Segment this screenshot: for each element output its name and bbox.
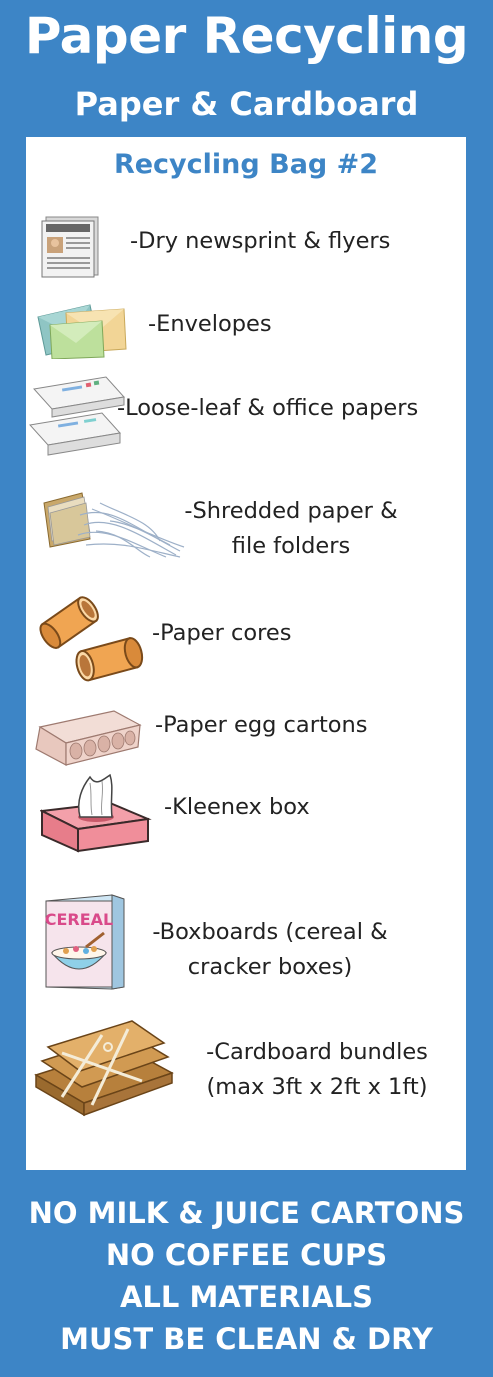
item-text-kleenex (164, 790, 310, 825)
item-text-office-papers (117, 391, 418, 426)
item-line: -Kleenex box (164, 794, 310, 820)
item-line: -Paper cores (152, 620, 292, 646)
office-papers-icon (28, 375, 126, 465)
cereal-box-icon (42, 893, 128, 995)
page-title: Paper Recycling (24, 7, 469, 65)
item-line: -Boxboards (cereal & (152, 919, 388, 945)
paper-cores-icon (38, 592, 150, 692)
cereal-box-label: CEREAL (44, 910, 114, 929)
item-line: (max 3ft x 2ft x 1ft) (206, 1074, 428, 1100)
item-line: -Cardboard bundles (206, 1039, 428, 1065)
item-line: -Envelopes (148, 311, 272, 337)
newspaper-icon (40, 213, 102, 283)
item-text-shredded (166, 494, 416, 564)
footer-line: NO MILK & JUICE CARTONS (28, 1196, 465, 1230)
items-panel (26, 137, 466, 1170)
item-text-paper-cores (152, 616, 291, 651)
footer-notice (0, 1192, 493, 1360)
egg-carton-icon (30, 705, 144, 773)
footer-line: NO COFFEE CUPS (105, 1238, 388, 1272)
cardboard-bundle-icon (32, 1017, 178, 1121)
item-line: -Shredded paper & (184, 498, 398, 524)
item-line: -Loose-leaf & office papers (117, 395, 419, 421)
item-line: cracker boxes) (187, 954, 353, 980)
tissue-box-icon (40, 773, 152, 857)
item-text-newsprint (130, 224, 390, 259)
footer-line: MUST BE CLEAN & DRY (60, 1322, 433, 1356)
item-text-egg-cartons (155, 708, 368, 743)
item-line: -Dry newsprint & flyers (130, 228, 391, 254)
bag-label: Recycling Bag #2 (113, 149, 379, 180)
page-subtitle: Paper & Cardboard (74, 85, 419, 123)
item-line: file folders (231, 533, 351, 559)
item-text-cardboard (182, 1035, 452, 1105)
item-text-boxboards (140, 915, 400, 985)
envelopes-icon (36, 303, 128, 363)
footer-line: ALL MATERIALS (119, 1280, 374, 1314)
shredded-paper-icon (40, 485, 186, 565)
item-text-envelopes (148, 307, 272, 342)
item-line: -Paper egg cartons (155, 712, 368, 738)
